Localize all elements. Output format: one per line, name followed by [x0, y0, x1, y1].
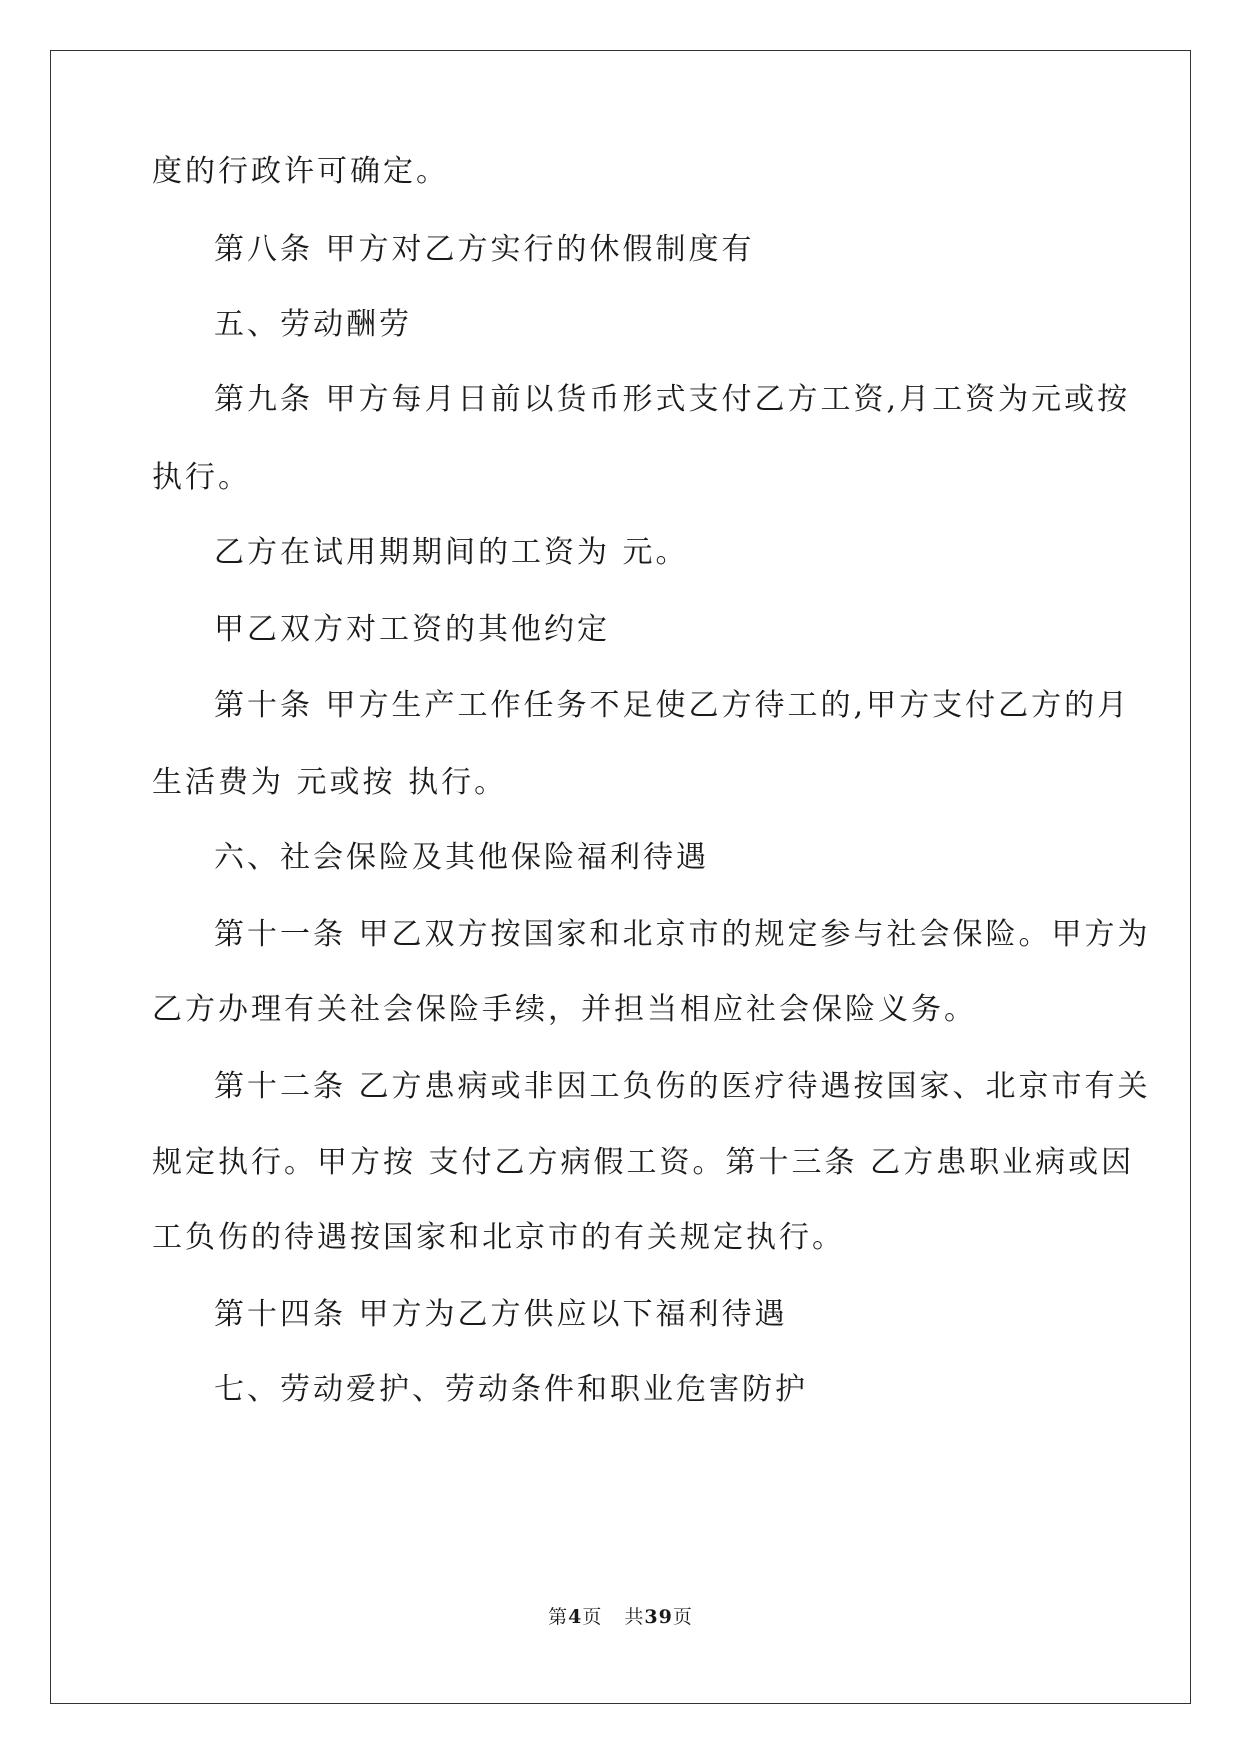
section-heading-7: 七、劳动爱护、劳动条件和职业危害防护	[214, 1372, 808, 1407]
total-pages: 39	[644, 1606, 673, 1628]
total-prefix: 共	[624, 1606, 645, 1628]
section-heading-6: 六、社会保险及其他保险福利待遇	[214, 840, 709, 875]
body-line: 执行。	[152, 460, 251, 495]
body-line: 工负伤的待遇按国家和北京市的有关规定执行。	[152, 1220, 845, 1255]
body-line: 乙方办理有关社会保险手续，并担当相应社会保险义务。	[152, 992, 977, 1027]
body-line: 度的行政许可确定。	[152, 154, 449, 189]
page-suffix: 页	[582, 1606, 603, 1628]
article-12: 第十二条 乙方患病或非因工负伤的医疗待遇按国家、北京市有关	[214, 1069, 1151, 1104]
page-prefix: 第	[548, 1606, 569, 1628]
article-10: 第十条 甲方生产工作任务不足使乙方待工的,甲方支付乙方的月	[214, 688, 1131, 723]
article-11: 第十一条 甲乙双方按国家和北京市的规定参与社会保险。甲方为	[214, 917, 1151, 952]
article-8: 第八条 甲方对乙方实行的休假制度有	[214, 232, 755, 267]
article-9: 第九条 甲方每月日前以货币形式支付乙方工资,月工资为元或按	[214, 382, 1131, 417]
article-14: 第十四条 甲方为乙方供应以下福利待遇	[214, 1297, 788, 1332]
body-line: 乙方在试用期期间的工资为 元。	[214, 535, 689, 570]
body-line: 规定执行。甲方按 支付乙方病假工资。第十三条 乙方患职业病或因	[152, 1145, 1135, 1180]
page-number: 4	[568, 1606, 583, 1628]
page-footer	[0, 1605, 1241, 1629]
total-suffix: 页	[672, 1606, 693, 1628]
body-line: 生活费为 元或按 执行。	[152, 765, 508, 800]
body-line: 甲乙双方对工资的其他约定	[214, 612, 610, 647]
section-heading-5: 五、劳动酬劳	[214, 307, 412, 342]
